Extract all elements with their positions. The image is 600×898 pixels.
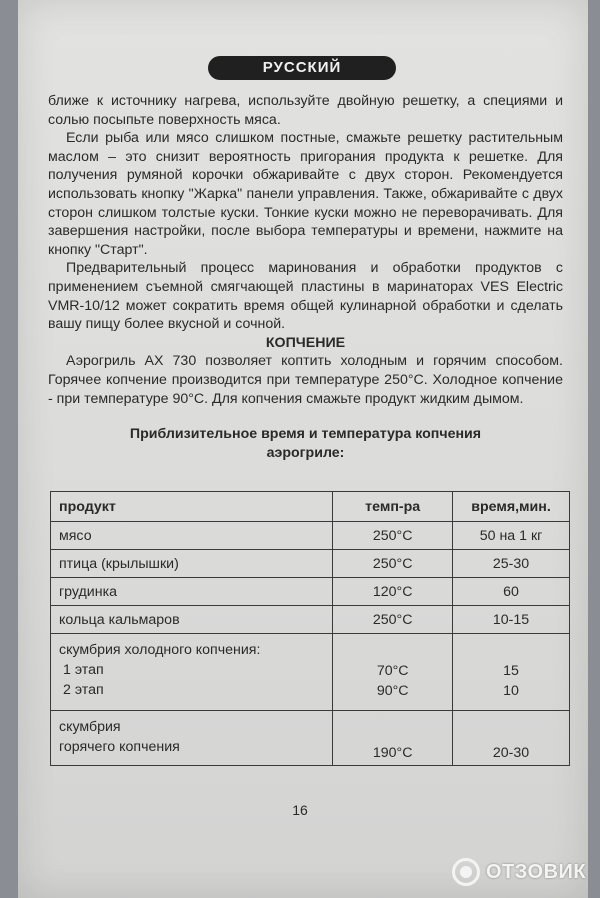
cell-temp	[333, 634, 453, 711]
cell-temp: 250°С	[333, 522, 453, 550]
body-text	[48, 92, 563, 408]
paragraph-4: Аэрогриль АХ 730 позволяет коптить холодным и горячим способом. Горячее копчение производится при температуре 250°С. Холодное копчение - при температуре 90°С. Для копчения смажьте продукт жидким дымом.	[48, 353, 563, 407]
table-row-hot-mackerel	[51, 711, 570, 766]
cell-time: 25-30	[453, 550, 570, 578]
table-header-row	[51, 492, 570, 522]
otzovik-logo-icon	[452, 858, 480, 886]
cell-temp: 250°С	[333, 606, 453, 634]
table-row	[51, 578, 570, 606]
cell-product	[51, 634, 333, 711]
smoking-table	[50, 491, 570, 766]
cell-product	[51, 711, 333, 766]
table-row	[51, 550, 570, 578]
cell-product: грудинка	[51, 578, 333, 606]
table-row-cold-mackerel	[51, 634, 570, 711]
stage-2-label: 2 этап	[63, 682, 104, 698]
cell-product: мясо	[51, 522, 333, 550]
table-row	[51, 522, 570, 550]
stage-2-temp: 90°С	[376, 683, 409, 699]
table-title-line-2: аэрогриле:	[266, 444, 345, 461]
cell-temp: 250°С	[333, 550, 453, 578]
cell-time: 20-30	[453, 711, 570, 766]
paragraph-1: ближе к источнику нагрева, используйте двойную решетку, а специями и солью посыпьте поверхность мяса.	[48, 93, 563, 128]
hot-mackerel-line-2: горячего копчения	[59, 739, 180, 755]
stage-1-temp: 70°С	[376, 663, 409, 679]
table-title-line-1: Приблизительное время и температура копчения	[129, 426, 482, 442]
stage-2-time: 10	[503, 683, 519, 699]
paragraph-3: Предварительный процесс маринования и обработки продуктов с применением съемной смягчающей пластины в маринаторах VES Electric VMR-10/12 может сократить время общей кулинарной обработки и сделать вашу пищу более вкусной и сочной.	[48, 260, 563, 333]
header-time: время,мин.	[453, 492, 570, 522]
cell-product: кольца кальмаров	[51, 606, 333, 634]
language-badge: РУССКИЙ	[208, 56, 396, 80]
header-temp: темп-ра	[333, 492, 453, 522]
page-number: 16	[292, 802, 308, 818]
cold-mackerel-title: скумбрия холодного копчения:	[59, 642, 261, 658]
paragraph-2: Если рыба или мясо слишком постные, смажьте решетку растительным маслом – это снизит вероятность пригорания продукта к решетке. Для получения румяной корочки обжаривайте с двух сторон. Рекомендуется использовать кнопку "Жарка" панели управления. Также, обжаривайте с двух сторон слишком толстые куски. Тонкие куски можно не переворачивать. Для завершения настройки, после выбора температуры и времени, нажмите на кнопку "Старт".	[48, 130, 563, 258]
stage-1-label: 1 этап	[63, 662, 104, 678]
cell-time: 10-15	[453, 606, 570, 634]
cell-time: 50 на 1 кг	[453, 522, 570, 550]
table-row	[51, 606, 570, 634]
watermark-text: ОТЗОВИК	[486, 860, 587, 883]
hot-mackerel-line-1: скумбрия	[59, 719, 121, 735]
table-title	[48, 425, 563, 462]
cell-time	[453, 634, 570, 711]
watermark	[452, 856, 586, 888]
header-product: продукт	[51, 492, 333, 522]
stage-1-time: 15	[503, 663, 519, 679]
cell-temp: 120°С	[333, 578, 453, 606]
cell-time: 60	[453, 578, 570, 606]
cell-product: птица (крылышки)	[51, 550, 333, 578]
cell-temp: 190°С	[333, 711, 453, 766]
section-heading: КОПЧЕНИЕ	[265, 334, 346, 351]
